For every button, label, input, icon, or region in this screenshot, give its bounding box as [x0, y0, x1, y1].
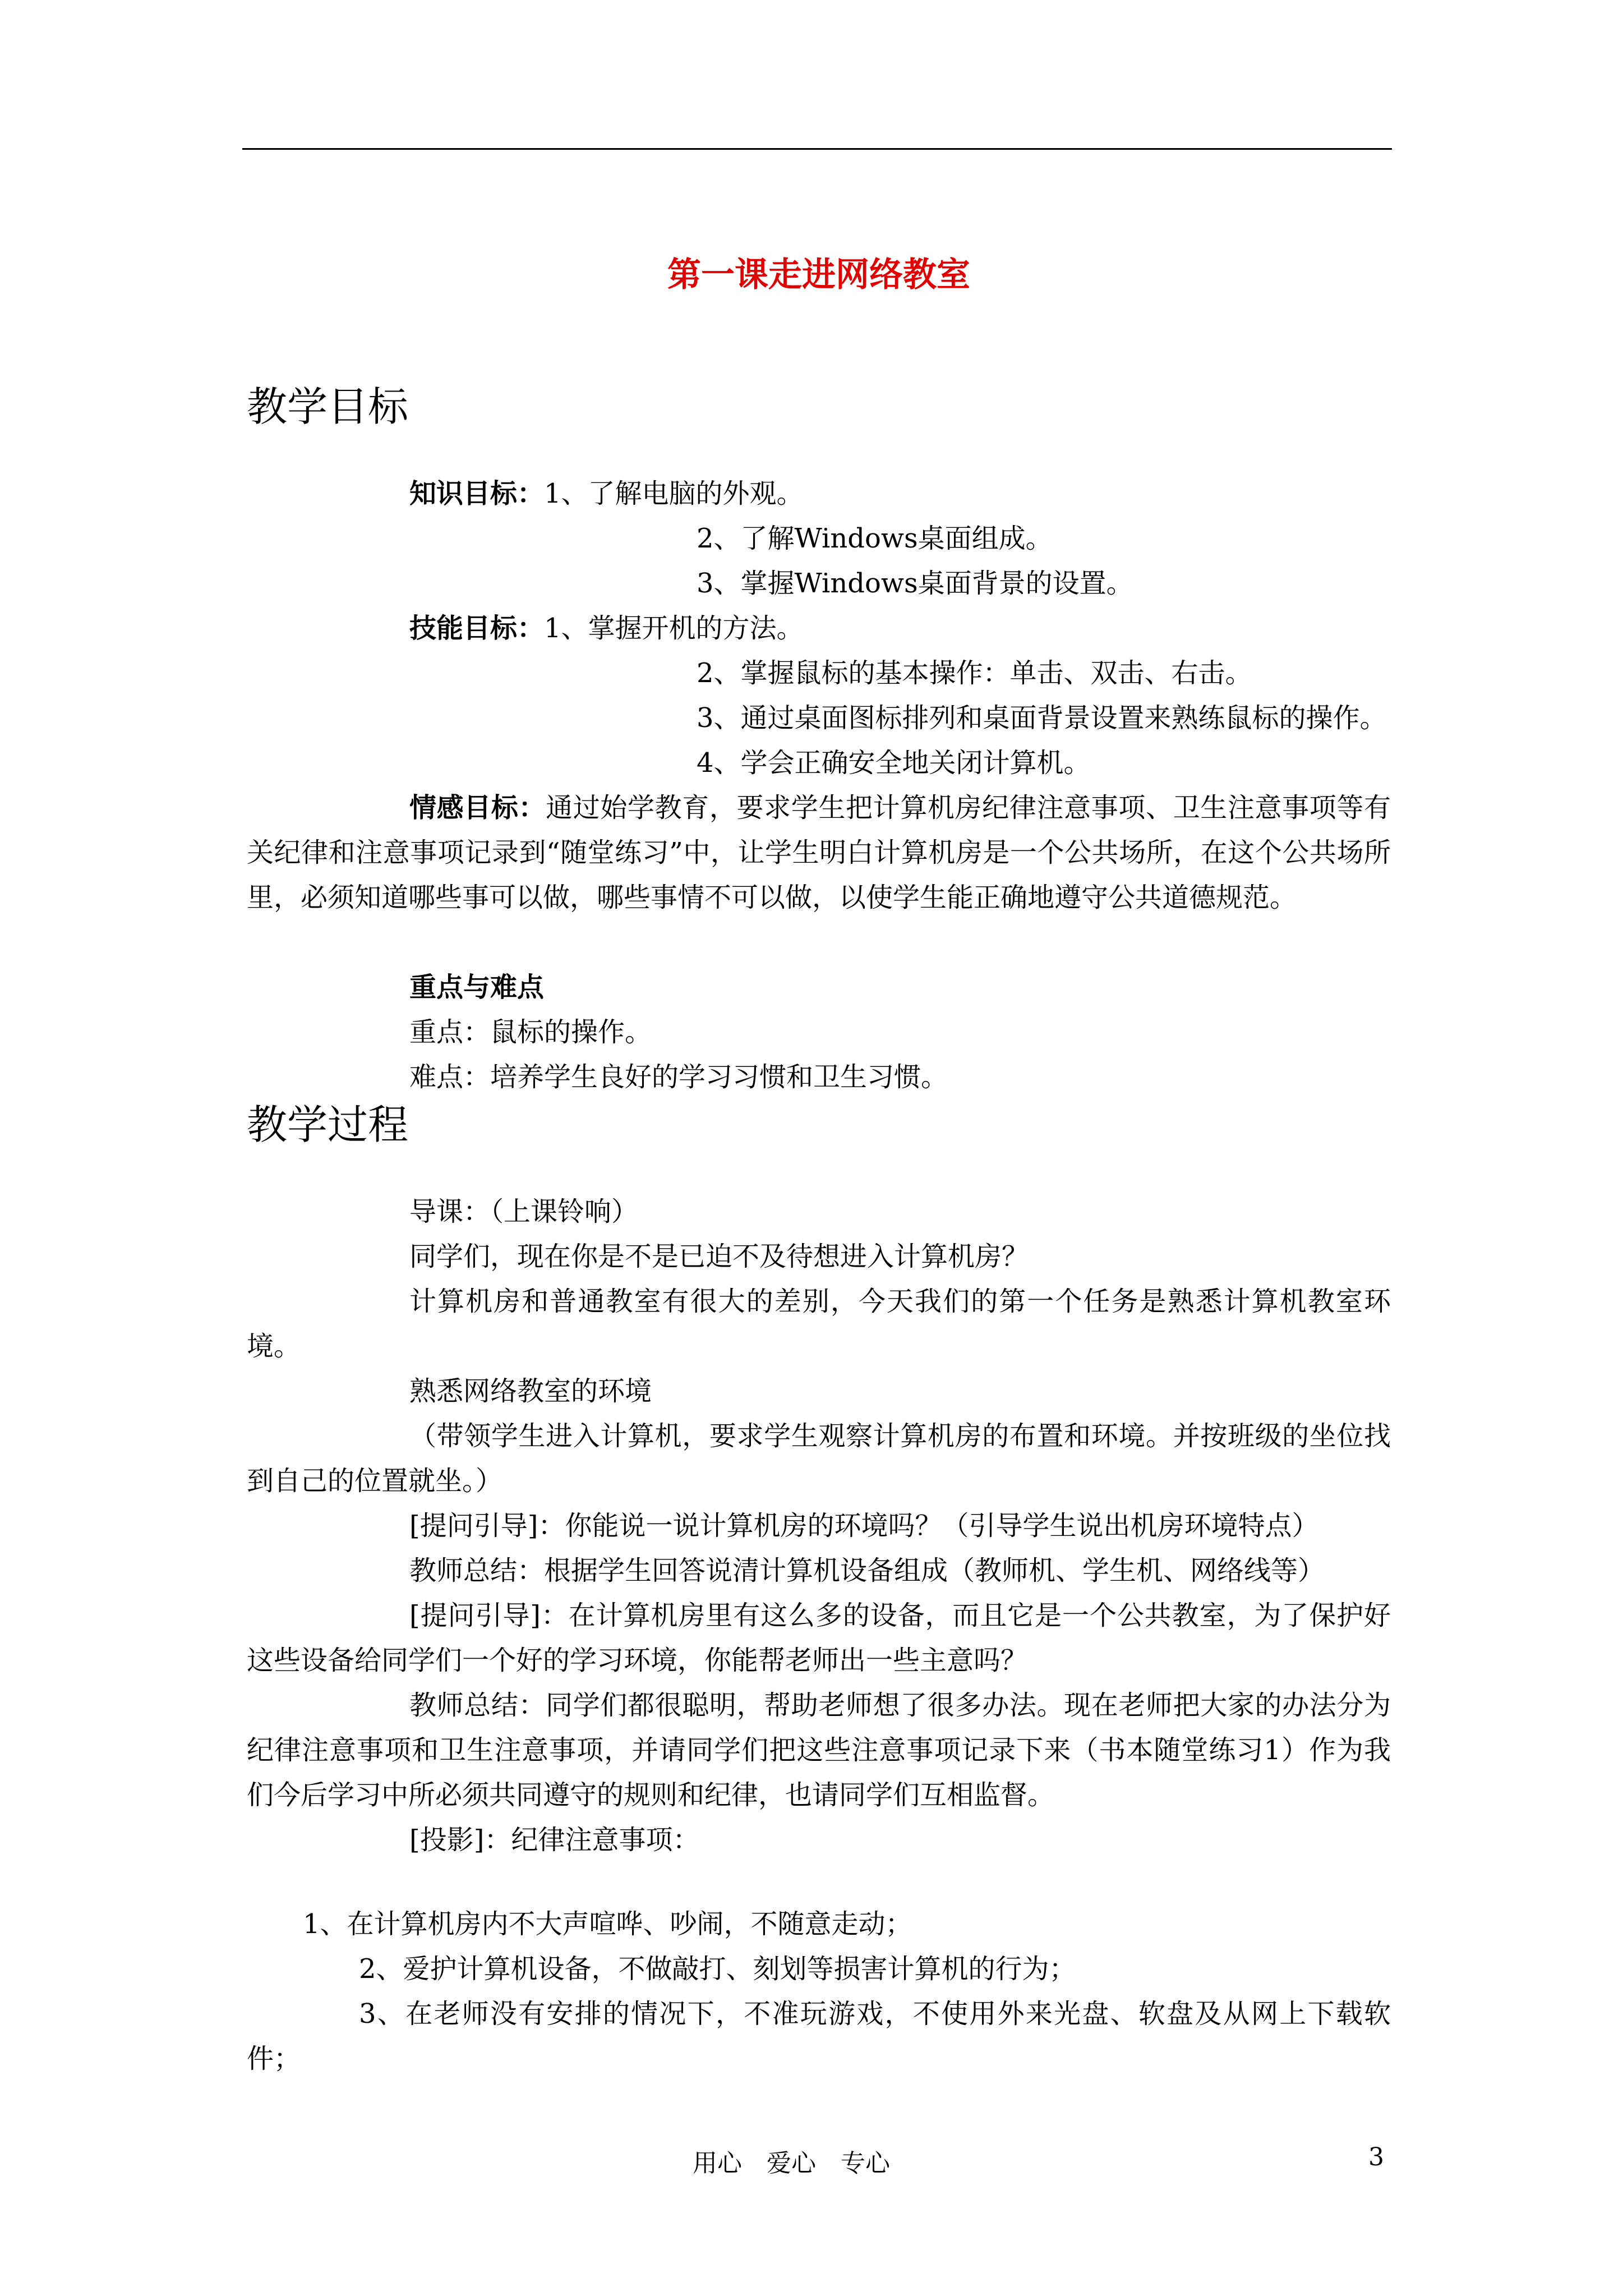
- skill-goal-item: 4、学会正确安全地关闭计算机。: [697, 747, 1091, 779]
- rule-item: 3、在老师没有安排的情况下，不准玩游戏，不使用外来光盘、软盘及从网上下载软件；: [247, 1998, 1391, 2074]
- process-paragraph: 同学们，现在你是不是已迫不及待想进入计算机房？: [409, 1241, 1029, 1272]
- process-paragraph: （带领学生进入计算机，要求学生观察计算机房的布置和环境。并按班级的坐位找到自己的位置就坐。）: [247, 1420, 1391, 1497]
- process-paragraph: [投影]：纪律注意事项：: [409, 1824, 700, 1856]
- emotion-goal-label: 情感目标：: [409, 792, 546, 823]
- knowledge-goal-label: 知识目标：: [409, 478, 545, 509]
- keypoints-heading: 重点与难点: [409, 972, 545, 1003]
- footer-motto: 用心 爱心 专心: [693, 2149, 890, 2178]
- rule-item: 2、爱护计算机设备，不做敲打、刻划等损害计算机的行为；: [359, 1953, 1076, 1985]
- skill-goal-item: 2、掌握鼠标的基本操作：单击、双击、右击。: [697, 657, 1252, 689]
- emotion-goal-text: 通过始学教育，要求学生把计算机房纪律注意事项、卫生注意事项等有关纪律和注意事项记录到“随堂练习”中，让学生明白计算机房是一个公共场所，在这个公共场所里，必须知道哪些事可以做，哪些事情不可以做，以使学生能正确地遵守公共道德规范。: [247, 792, 1391, 913]
- heading-teaching-goals: 教学目标: [247, 383, 409, 430]
- knowledge-goal-item: 3、掌握Windows桌面背景的设置。: [697, 568, 1133, 599]
- rule-item: 1、在计算机房内不大声喧哗、吵闹，不随意走动；: [303, 1908, 912, 1940]
- knowledge-goal-item: 2、了解Windows桌面组成。: [697, 523, 1053, 554]
- process-paragraph: 熟悉网络教室的环境: [409, 1375, 652, 1407]
- process-paragraph: 导课：（上课铃响）: [409, 1196, 639, 1227]
- skill-goal-item: 1、掌握开机的方法。: [544, 613, 804, 644]
- lesson-title: 第一课走进网络教室: [667, 255, 970, 295]
- knowledge-goal-item: 1、了解电脑的外观。: [544, 478, 804, 509]
- skill-goal-item: 3、通过桌面图标排列和桌面背景设置来熟练鼠标的操作。: [697, 702, 1387, 734]
- skill-goal-line-1: [409, 606, 804, 651]
- knowledge-goal-line-1: [409, 471, 804, 516]
- key-point: 重点：鼠标的操作。: [409, 1016, 652, 1048]
- process-paragraph: [提问引导]：你能说一说计算机房的环境吗？（引导学生说出机房环境特点）: [409, 1510, 1319, 1542]
- process-paragraph: 计算机房和普通教室有很大的差别，今天我们的第一个任务是熟悉计算机教室环境。: [247, 1286, 1391, 1362]
- header-rule: [242, 148, 1392, 150]
- emotion-goal-paragraph: [247, 785, 1391, 920]
- process-paragraph: 教师总结：同学们都很聪明，帮助老师想了很多办法。现在老师把大家的办法分为纪律注意事项和卫生注意事项，并请同学们把这些注意事项记录下来（书本随堂练习1）作为我们今后学习中所必须共同遵守的规则和纪律，也请同学们互相监督。: [247, 1690, 1391, 1811]
- heading-teaching-process: 教学过程: [247, 1101, 409, 1148]
- skill-goal-label: 技能目标：: [409, 613, 545, 644]
- process-paragraph: [提问引导]：在计算机房里有这么多的设备，而且它是一个公共教室，为了保护好这些设备给同学们一个好的学习环境，你能帮老师出一些主意吗？: [247, 1600, 1391, 1676]
- process-paragraph: 教师总结：根据学生回答说清计算机设备组成（教师机、学生机、网络线等）: [409, 1555, 1325, 1586]
- page-number: 3: [1368, 2143, 1384, 2171]
- difficulty-point: 难点：培养学生良好的学习习惯和卫生习惯。: [409, 1061, 948, 1093]
